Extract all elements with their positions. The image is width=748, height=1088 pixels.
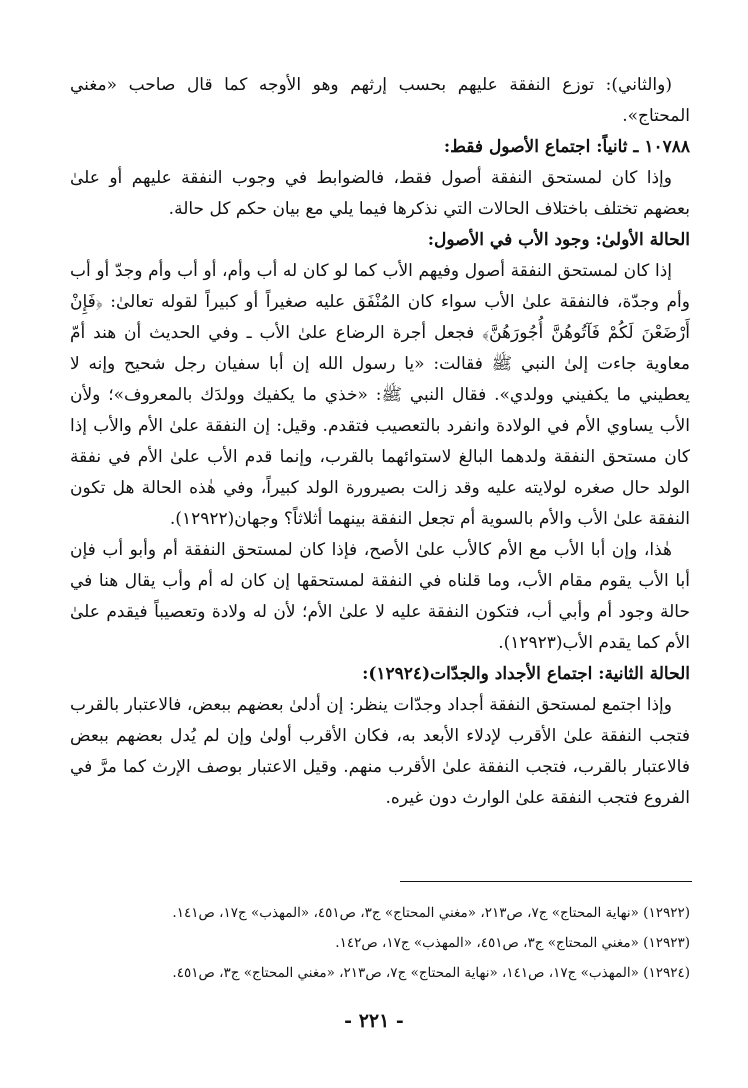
paragraph-ascendants-intro: وإذا كان لمستحق النفقة أصول فقط، فالضوابط في وجوب النفقة عليهم أو علىٰ بعضهم تختلف باختلاف الحالات التي نذكرها فيما يلي مع بيان حكم كل حالة. <box>70 168 690 219</box>
paragraph-case-one: إذا كان لمستحق النفقة أصول وفيهم الأب كما لو كان له أب وأم، أو أب وأم وجدّ أو أب وأم وجدّة، فالنفقة علىٰ الأب سواء كان المُنْفَق عليه صغيراً أو كبيراً لقوله تعالىٰ: ﴿فَإِنْ أَرْضَعْنَ لَكُمْ فَآتُوهُنَّ أُجُورَهُنَّ﴾ فجعل أجرة الرضاع علىٰ الأب ـ وفي الحديث أن هند أمّ معاوية جاءت إلىٰ النبي ﷺ فقالت: «يا رسول الله إن أبا سفيان رجل شحيح وإنه لا يعطيني ما يكفيني وولدي». فقال النبي ﷺ: «خذي ما يكفيك وولدَك بالمعروف»؛ ولأن الأب يساوي الأم في الولادة وانفرد بالتعصيب فتقدم. وقيل: إن النفقة علىٰ الأم والأب إذا كان مستحق النفقة ولدهما البالغ لاستوائهما بالقرب، وإنما قدم الأب علىٰ الأم في نفقة الولد حال صغره لولايته عليه وقد زالت بصيرورة الولد كبيراً، وفي هٰذه الحالة هل تكون النفقة علىٰ الأب والأم بالسوية أم تجعل النفقة بينهما أثلاثاً؟ وجهان(١٢٩٢٢). <box>70 261 691 529</box>
footnote: (١٢٩٢٣) «مغني المحتاج» ج٣، ص٤٥١، «المهذب» ج١٧، ص١٤٢. <box>335 935 690 951</box>
page-number: - ٢٢١ - <box>344 1010 404 1032</box>
paragraph-second-opinion: (والثاني): توزع النفقة عليهم بحسب إرثهم وهو الأوجه كما قال صاحب «مغني المحتاج». <box>70 75 690 126</box>
section-heading-ascendants-only: ١٠٧٨٨ ـ ثانياً: اجتماع الأصول فقط: <box>443 137 690 157</box>
footnote: (١٢٩٢٤) «المهذب» ج١٧، ص١٤١، «نهاية المحتاج» ج٧، ص٢١٣، «مغني المحتاج» ج٣، ص٤٥١. <box>172 965 690 981</box>
case-two-heading: الحالة الثانية: اجتماع الأجداد والجدّات(١٢٩٢٤): <box>362 664 690 684</box>
paragraph-grandfather: هٰذا، وإن أبا الأب مع الأم كالأب علىٰ الأصح، فإذا كان لمستحق النفقة أم وأبو أب فإن أبا الأب يقوم مقام الأب، وما قلناه في النفقة لمستحقها إن كان له أم وأب يقال هنا في حالة وجود أم وأبي أب، فتكون النفقة عليه لا علىٰ الأم؛ لأن له ولادة وتعصيباً فيقدم علىٰ الأم كما يقدم الأب(١٢٩٢٣). <box>70 540 690 653</box>
case-one-heading: الحالة الأولىٰ: وجود الأب في الأصول: <box>427 230 690 250</box>
footnotes <box>70 898 690 988</box>
footnote: (١٢٩٢٢) «نهاية المحتاج» ج٧، ص٢١٣، «مغني المحتاج» ج٣، ص٤٥١، «المهذب» ج١٧، ص١٤١. <box>172 905 690 921</box>
footnote-divider <box>400 881 692 882</box>
paragraph-case-two: وإذا اجتمع لمستحق النفقة أجداد وجدّات ينظر: إن أدلىٰ بعضهم ببعض، فالاعتبار بالقرب فتجب النفقة علىٰ الأقرب لإدلاء الأبعد به، فكان الأقرب أولىٰ وإن لم يُدل بعضهم ببعض فالاعتبار بالقرب، فتجب النفقة علىٰ الأقرب منهم. وقيل الاعتبار بوصف الإرث كما مرَّ في الفروع فتجب النفقة علىٰ الوارث دون غيره. <box>70 695 690 808</box>
page-body <box>70 70 690 814</box>
